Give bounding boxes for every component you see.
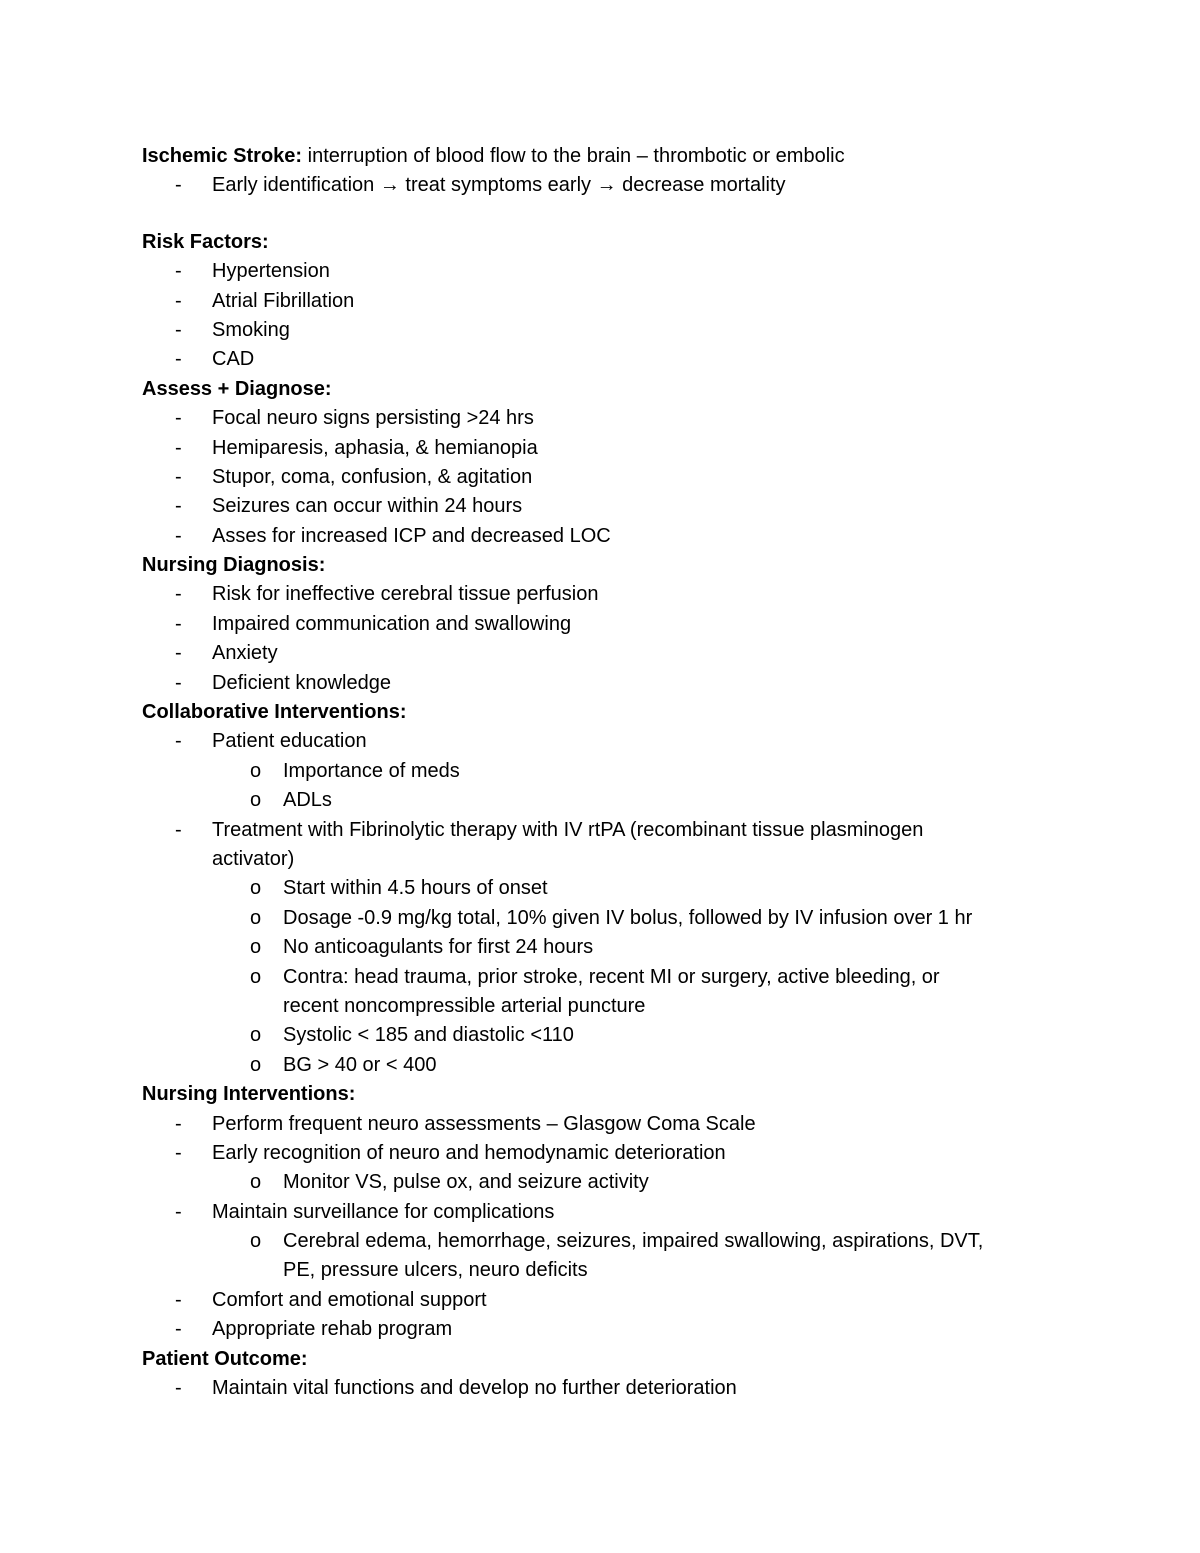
list-item [142,345,1042,374]
list-item [142,463,1042,492]
sub-list-item-text: Cerebral edema, hemorrhage, seizures, impaired swallowing, aspirations, DVT, [283,1230,984,1253]
dash-bullet: - [175,818,182,841]
circle-bullet: o [250,789,262,812]
circle-bullet: o [250,1171,262,1194]
circle-bullet: o [250,906,262,929]
list-item [142,1286,1042,1315]
sub-list-item [142,1227,1042,1256]
list-item-text: Stupor, coma, confusion, & agitation [212,465,533,488]
list-item-text: Hypertension [212,260,330,283]
sub-list-item-continuation [142,992,1042,1021]
list-item-text: Maintain vital functions and develop no further deterioration [212,1377,737,1400]
spacer [142,201,1042,228]
sub-list-item-text: No anticoagulants for first 24 hours [283,936,594,959]
list-item [142,580,1042,609]
list-item [142,404,1042,433]
sub-list-item [142,963,1042,992]
dash-bullet: - [175,407,182,430]
sub-list-item-text: ADLs [283,789,332,812]
dash-bullet: - [175,1112,182,1135]
dash-bullet: - [175,495,182,518]
list-item-text: Early recognition of neuro and hemodynamic deterioration [212,1141,726,1164]
dash-bullet: - [175,642,182,665]
dash-bullet: - [175,465,182,488]
list-item [142,316,1042,345]
list-item-text: Appropriate rehab program [212,1318,453,1341]
intro-text: interruption of blood flow to the brain – thrombotic or embolic [302,145,845,167]
list-item-text: Perform frequent neuro assessments – Glasgow Coma Scale [212,1112,756,1135]
dash-bullet: - [175,671,182,694]
list-item [142,434,1042,463]
circle-bullet: o [250,936,262,959]
sub-list-item-text: Start within 4.5 hours of onset [283,877,548,900]
sub-list-item [142,1021,1042,1050]
sub-list-item-text: BG > 40 or < 400 [283,1053,437,1076]
circle-bullet: o [250,1053,262,1076]
dash-bullet: - [175,1288,182,1311]
document-body [142,142,1042,1403]
list-item [142,669,1042,698]
list-item [142,257,1042,286]
list-item-text: Treatment with Fibrinolytic therapy with IV rtPA (recombinant tissue plasminogen [212,818,924,841]
list-item-text: Anxiety [212,642,278,665]
dash-bullet: - [175,436,182,459]
list-item [142,1374,1042,1403]
list-item-text: Deficient knowledge [212,671,391,694]
list-item [142,1198,1042,1227]
sub-list-item [142,904,1042,933]
list-item-text: activator) [212,847,295,870]
dash-bullet: - [175,612,182,635]
list-item [142,816,1042,845]
list-item [142,1110,1042,1139]
circle-bullet: o [250,759,262,782]
dash-bullet: - [175,1200,182,1223]
dash-bullet: - [175,583,182,606]
dash-bullet: - [175,174,182,197]
list-item-text: CAD [212,348,255,371]
dash-bullet: - [175,289,182,312]
circle-bullet: o [250,965,262,988]
sub-list-item [142,933,1042,962]
sub-list-item-text: Importance of meds [283,759,460,782]
dash-bullet: - [175,1377,182,1400]
intro-label: Ischemic Stroke: [142,145,303,167]
list-item [142,492,1042,521]
sub-list-item-text: Monitor VS, pulse ox, and seizure activity [283,1171,649,1194]
list-item-text: Patient education [212,730,367,753]
dash-bullet: - [175,1318,182,1341]
section-heading-nursing-diagnosis: Nursing Diagnosis: [142,554,326,577]
dash-bullet: - [175,318,182,341]
sub-list-item-text: Contra: head trauma, prior stroke, recent MI or surgery, active bleeding, or [283,965,940,988]
list-item-text: Smoking [212,318,290,341]
list-item-text: Focal neuro signs persisting >24 hrs [212,407,534,430]
list-item-text: Risk for ineffective cerebral tissue perfusion [212,583,599,606]
list-item [142,1139,1042,1168]
list-item [142,522,1042,551]
dash-bullet: - [175,524,182,547]
intro-sub: Early identification → treat symptoms early → decrease mortality [212,174,786,197]
sub-list-item-text: Systolic < 185 and diastolic <110 [283,1024,574,1047]
dash-bullet: - [175,730,182,753]
section-heading-patient-outcome: Patient Outcome: [142,1347,308,1370]
list-item [142,610,1042,639]
sub-list-item [142,1168,1042,1197]
list-item [142,727,1042,756]
list-item-text: Impaired communication and swallowing [212,612,572,635]
list-item-text: Seizures can occur within 24 hours [212,495,523,518]
section-heading-collaborative: Collaborative Interventions: [142,701,407,724]
sub-list-item-text: recent noncompressible arterial puncture [283,994,646,1017]
circle-bullet: o [250,1024,262,1047]
list-item-text: Asses for increased ICP and decreased LOC [212,524,611,547]
list-item [142,287,1042,316]
sub-list-item [142,757,1042,786]
sub-list-item [142,1051,1042,1080]
intro-line [142,142,1042,171]
list-item [142,1315,1042,1344]
list-item-text: Atrial Fibrillation [212,289,355,312]
list-item-continuation [142,845,1042,874]
section-heading-risk: Risk Factors: [142,230,269,253]
sub-list-item [142,874,1042,903]
list-item-text: Maintain surveillance for complications [212,1200,555,1223]
section-heading-assess: Assess + Diagnose: [142,377,332,400]
list-item-text: Hemiparesis, aphasia, & hemianopia [212,436,538,459]
list-item [142,171,1042,200]
dash-bullet: - [175,1141,182,1164]
section-heading-nursing-interventions: Nursing Interventions: [142,1083,356,1106]
circle-bullet: o [250,877,262,900]
list-item-text: Comfort and emotional support [212,1288,487,1311]
circle-bullet: o [250,1230,262,1253]
sub-list-item [142,786,1042,815]
sub-list-item-text: Dosage -0.9 mg/kg total, 10% given IV bolus, followed by IV infusion over 1 hr [283,906,973,929]
list-item [142,639,1042,668]
sub-list-item-continuation [142,1256,1042,1285]
dash-bullet: - [175,348,182,371]
dash-bullet: - [175,260,182,283]
sub-list-item-text: PE, pressure ulcers, neuro deficits [283,1259,588,1282]
